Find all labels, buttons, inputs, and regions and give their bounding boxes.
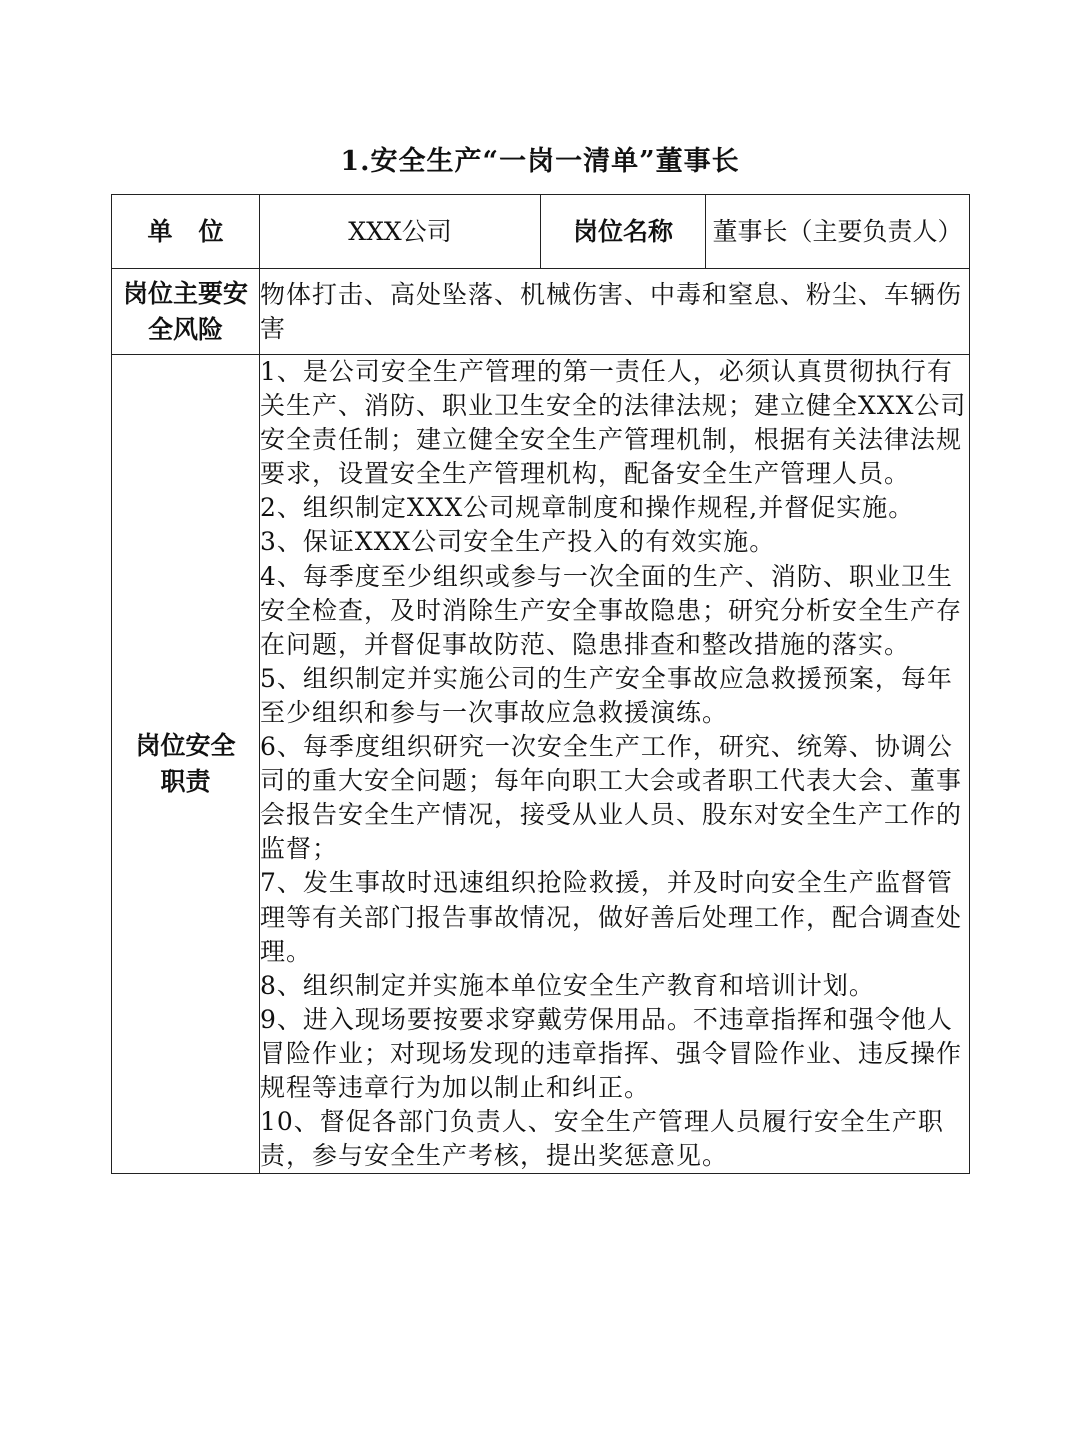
- page-title: 1.安全生产“一岗一清单”董事长: [340, 146, 740, 177]
- duty-item: 1、是公司安全生产管理的第一责任人，必须认真贯彻执行有关生产、消防、职业卫生安全的法律法规；建立健全XXX公司安全责任制；建立健全安全生产管理机制，根据有关法律法规要求，设置安全生产管理机构，配备安全生产管理人员。: [260, 357, 967, 489]
- duty-list-table: [111, 194, 970, 1174]
- duty-item: 6、每季度组织研究一次安全生产工作，研究、统筹、协调公司的重大安全问题；每年向职工大会或者职工代表大会、董事会报告安全生产情况，接受从业人员、股东对安全生产工作的监督；: [260, 732, 963, 864]
- duty-item: 4、每季度至少组织或参与一次全面的生产、消防、职业卫生安全检查，及时消除生产安全事故隐患；研究分析安全生产存在问题，并督促事故防范、隐患排查和整改措施的落实。: [260, 561, 963, 659]
- duty-label: 岗位安全职责: [112, 355, 260, 1174]
- duty-item: 7、发生事故时迅速组织抢险救援，并及时向安全生产监督管理等有关部门报告事故情况，做好善后处理工作，配合调查处理。: [260, 868, 963, 966]
- header-row: [112, 195, 970, 269]
- duty-list: [260, 355, 970, 1174]
- duty-item: 2、组织制定XXX公司规章制度和操作规程,并督促实施。: [260, 493, 915, 523]
- duty-item: 3、保证XXX公司安全生产投入的有效实施。: [260, 527, 776, 557]
- duty-item: 9、进入现场要按要求穿戴劳保用品。不违章指挥和强令他人冒险作业；对现场发现的违章指挥、强令冒险作业、违反操作规程等违章行为加以制止和纠正。: [260, 1004, 963, 1102]
- risk-text: 物体打击、高处坠落、机械伤害、中毒和窒息、粉尘、车辆伤害: [260, 269, 970, 355]
- risk-row: [112, 269, 970, 355]
- position-value: 董事长（主要负责人）: [706, 195, 970, 269]
- position-label: 岗位名称: [541, 195, 706, 269]
- unit-label-cell: [112, 195, 260, 269]
- unit-value: XXX公司: [260, 195, 541, 269]
- duty-row: [112, 355, 970, 1174]
- duty-item: 10、督促各部门负责人、安全生产管理人员履行安全生产职责，参与安全生产考核，提出奖惩意见。: [260, 1107, 944, 1171]
- risk-label: 岗位主要安全风险: [112, 269, 260, 355]
- unit-label: 单位: [147, 216, 250, 246]
- duty-item: 5、组织制定并实施公司的生产安全事故应急救援预案，每年至少组织和参与一次事故应急救援演练。: [260, 663, 953, 727]
- duty-item: 8、组织制定并实施本单位安全生产教育和培训计划。: [260, 970, 875, 1000]
